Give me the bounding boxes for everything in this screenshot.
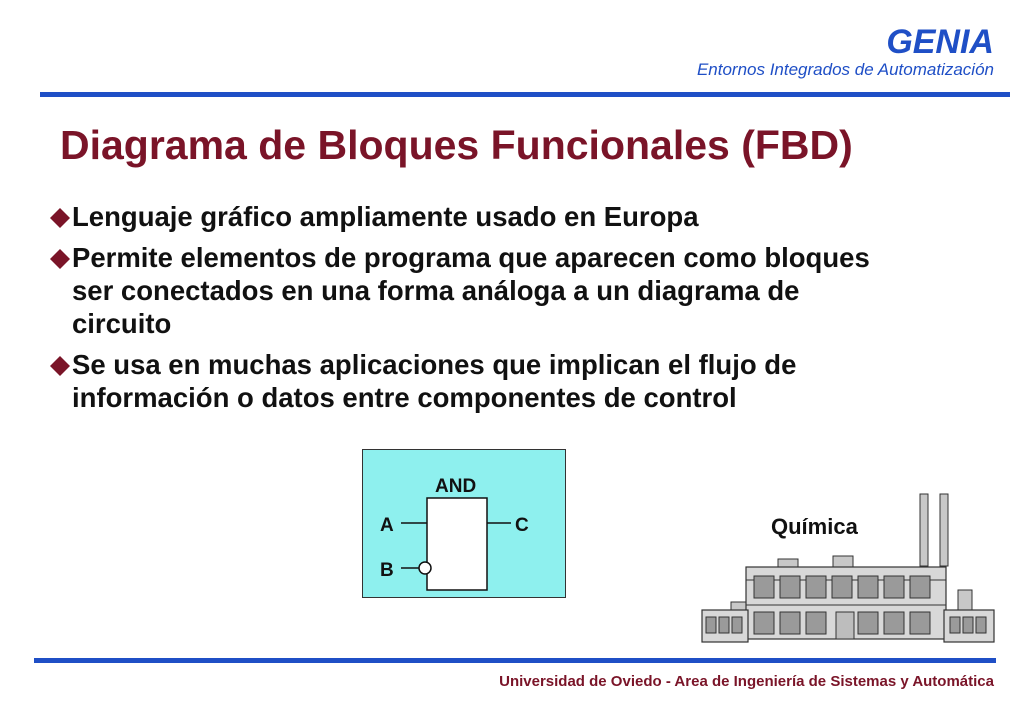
factory-icon xyxy=(696,490,996,646)
bullet-line: Se usa en muchas aplicaciones que implican el flujo de xyxy=(72,349,797,380)
bullet-item xyxy=(46,348,1006,414)
bottom-divider xyxy=(34,658,996,663)
header-brand xyxy=(697,24,994,80)
bullet-line: Permite elementos de programa que aparecen como bloques xyxy=(72,242,870,273)
factory-label: Química xyxy=(771,514,858,539)
bullet-line: ser conectados en una forma análoga a un diagrama de xyxy=(72,275,800,306)
diamond-bullet-icon xyxy=(48,247,72,271)
fbd-diagram xyxy=(362,449,566,598)
brand-name: GENIA xyxy=(886,23,994,61)
input-b-label: B xyxy=(380,560,394,581)
top-divider xyxy=(40,92,1010,97)
fbd-diagram-drawing xyxy=(363,450,565,597)
bullet-list xyxy=(46,200,1006,422)
input-a-label: A xyxy=(380,515,394,536)
bullet-line: Lenguaje gráfico ampliamente usado en Europa xyxy=(72,201,699,232)
output-c-label: C xyxy=(515,515,529,536)
bullet-line: circuito xyxy=(72,308,172,339)
bullet-item xyxy=(46,200,1006,233)
and-block xyxy=(427,498,487,590)
footer-text: Universidad de Oviedo - Area de Ingeniería de Sistemas y Automática xyxy=(499,673,994,690)
slide-title: Diagrama de Bloques Funcionales (FBD) xyxy=(60,122,853,168)
negation-circle xyxy=(419,562,431,574)
diamond-bullet-icon xyxy=(48,354,72,378)
bullet-line: información o datos entre componentes de control xyxy=(72,382,737,413)
and-block-label: AND xyxy=(435,476,477,497)
bullet-item xyxy=(46,241,1006,340)
brand-subtitle: Entornos Integrados de Automatización xyxy=(696,60,994,79)
diamond-bullet-icon xyxy=(48,206,72,230)
